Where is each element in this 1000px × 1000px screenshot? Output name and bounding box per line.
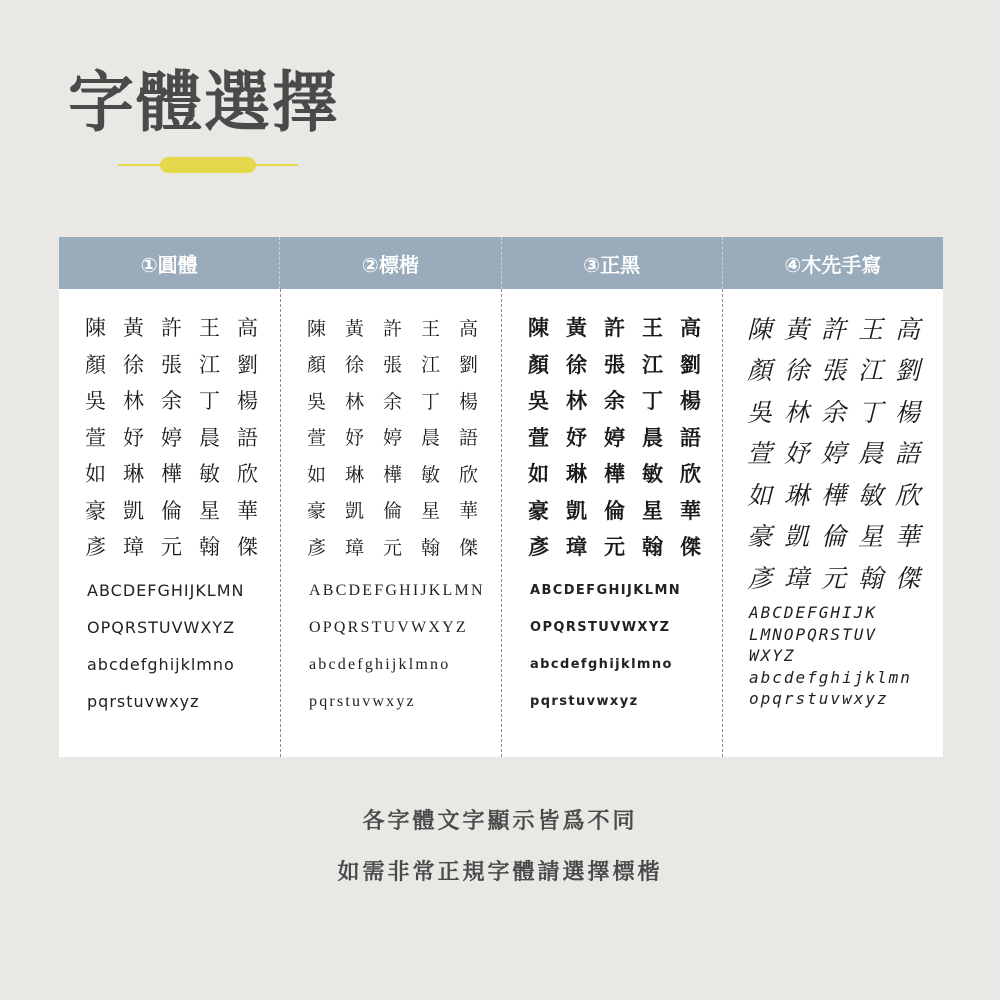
cjk-char: 丁 bbox=[858, 397, 884, 427]
cjk-char: 豪 bbox=[307, 500, 327, 523]
cjk-char: 江 bbox=[642, 352, 663, 377]
cjk-char: 黃 bbox=[566, 316, 587, 341]
cjk-char: 楊 bbox=[237, 389, 258, 414]
cjk-char: 語 bbox=[459, 427, 479, 450]
cjk-char: 彥 bbox=[528, 535, 549, 560]
cjk-char: 余 bbox=[821, 397, 847, 427]
cjk-char: 凱 bbox=[345, 500, 365, 523]
latin-sample bbox=[530, 572, 681, 720]
cjk-char: 樺 bbox=[161, 462, 182, 487]
latin-row: ABCDEFGHIJKLMN bbox=[309, 581, 485, 599]
cjk-char: 婷 bbox=[383, 427, 403, 450]
cjk-char: 徐 bbox=[784, 356, 810, 386]
cjk-char: 徐 bbox=[345, 354, 365, 377]
cjk-char: 語 bbox=[237, 425, 258, 450]
cjk-char: 元 bbox=[383, 536, 403, 559]
cjk-char: 傑 bbox=[237, 535, 258, 560]
cjk-char: 妤 bbox=[784, 439, 810, 469]
cjk-row bbox=[747, 473, 932, 515]
cjk-char: 元 bbox=[604, 535, 625, 560]
cjk-row bbox=[747, 307, 932, 349]
cjk-char: 余 bbox=[161, 389, 182, 414]
cjk-char: 林 bbox=[123, 389, 144, 414]
latin-row: WXYZ bbox=[749, 646, 796, 666]
cjk-char: 樺 bbox=[383, 463, 403, 486]
cjk-char: 華 bbox=[237, 498, 258, 523]
cjk-char: 元 bbox=[821, 563, 847, 593]
cjk-char: 高 bbox=[459, 317, 479, 340]
cjk-char: 楊 bbox=[680, 389, 701, 414]
latin-row: ABCDEFGHIJKLMN bbox=[530, 583, 682, 598]
cjk-row bbox=[307, 382, 497, 419]
cjk-char: 江 bbox=[858, 356, 884, 386]
cjk-char: 余 bbox=[383, 390, 403, 413]
cjk-char: 丁 bbox=[421, 390, 441, 413]
column-bold-black[interactable] bbox=[501, 289, 722, 757]
cjk-char: 如 bbox=[85, 462, 106, 487]
cjk-row bbox=[747, 515, 932, 557]
cjk-char: 晨 bbox=[421, 427, 441, 450]
cjk-row bbox=[528, 528, 718, 565]
latin-row: OPQRSTUVWXYZ bbox=[530, 620, 671, 635]
latin-row: pqrstuvwxyz bbox=[87, 692, 200, 711]
cjk-char: 如 bbox=[307, 463, 327, 486]
cjk-char: 張 bbox=[383, 354, 403, 377]
cjk-char: 琳 bbox=[123, 462, 144, 487]
cjk-char: 語 bbox=[680, 425, 701, 450]
cjk-row bbox=[85, 419, 275, 456]
cjk-char: 林 bbox=[784, 397, 810, 427]
cjk-char: 楊 bbox=[459, 390, 479, 413]
latin-sample bbox=[309, 572, 485, 720]
cjk-row bbox=[85, 528, 275, 565]
cjk-char: 黃 bbox=[123, 316, 144, 341]
cjk-char: 丁 bbox=[199, 389, 220, 414]
cjk-char: 高 bbox=[680, 316, 701, 341]
cjk-char: 妤 bbox=[345, 427, 365, 450]
latin-sample bbox=[87, 572, 245, 720]
cjk-char: 如 bbox=[528, 462, 549, 487]
cjk-row bbox=[85, 382, 275, 419]
note-line-1: 各字體文字顯示皆爲不同 bbox=[362, 809, 638, 834]
cjk-char: 璋 bbox=[123, 535, 144, 560]
header-bold-black[interactable]: ③正黑 bbox=[501, 237, 722, 289]
latin-row: pqrstuvwxyz bbox=[530, 694, 639, 709]
cjk-char: 劉 bbox=[459, 354, 479, 377]
cjk-char: 萱 bbox=[85, 425, 106, 450]
title-accent-pill bbox=[160, 157, 256, 173]
cjk-row bbox=[307, 492, 497, 529]
cjk-char: 顏 bbox=[528, 352, 549, 377]
header-rounded[interactable]: ①圓體 bbox=[140, 252, 198, 277]
cjk-char: 翰 bbox=[642, 535, 663, 560]
cjk-char: 倫 bbox=[161, 498, 182, 523]
cjk-row bbox=[528, 346, 718, 383]
cjk-char: 王 bbox=[421, 317, 441, 340]
cjk-row bbox=[747, 556, 932, 598]
cjk-row bbox=[528, 419, 718, 456]
cjk-char: 華 bbox=[680, 498, 701, 523]
cjk-row bbox=[307, 528, 497, 565]
cjk-char: 劉 bbox=[237, 352, 258, 377]
cjk-char: 彥 bbox=[307, 536, 327, 559]
latin-row: abcdefghijklmno bbox=[87, 655, 235, 674]
cjk-char: 張 bbox=[161, 352, 182, 377]
cjk-char: 吳 bbox=[307, 390, 327, 413]
cjk-char: 倫 bbox=[383, 500, 403, 523]
cjk-char: 傑 bbox=[895, 563, 921, 593]
cjk-char: 江 bbox=[199, 352, 220, 377]
cjk-char: 陳 bbox=[528, 316, 549, 341]
cjk-char: 余 bbox=[604, 389, 625, 414]
cjk-char: 王 bbox=[199, 316, 220, 341]
cjk-char: 顏 bbox=[307, 354, 327, 377]
cjk-char: 豪 bbox=[747, 522, 773, 552]
cjk-char: 婷 bbox=[821, 439, 847, 469]
cjk-char: 楊 bbox=[895, 397, 921, 427]
cjk-char: 彥 bbox=[85, 535, 106, 560]
cjk-sample bbox=[747, 307, 932, 598]
cjk-char: 江 bbox=[421, 354, 441, 377]
cjk-char: 欣 bbox=[459, 463, 479, 486]
cjk-char: 星 bbox=[858, 522, 884, 552]
cjk-char: 元 bbox=[161, 535, 182, 560]
cjk-char: 王 bbox=[858, 314, 884, 344]
cjk-char: 張 bbox=[821, 356, 847, 386]
cjk-char: 星 bbox=[199, 498, 220, 523]
table-header bbox=[59, 237, 943, 289]
cjk-char: 陳 bbox=[747, 314, 773, 344]
cjk-char: 黃 bbox=[784, 314, 810, 344]
cjk-char: 璋 bbox=[784, 563, 810, 593]
cjk-char: 敏 bbox=[642, 462, 663, 487]
cjk-char: 琳 bbox=[345, 463, 365, 486]
cjk-char: 敏 bbox=[858, 480, 884, 510]
cjk-char: 豪 bbox=[528, 498, 549, 523]
cjk-char: 丁 bbox=[642, 389, 663, 414]
cjk-char: 黃 bbox=[345, 317, 365, 340]
cjk-char: 徐 bbox=[123, 352, 144, 377]
cjk-row bbox=[307, 309, 497, 346]
latin-row: opqrstuvwxyz bbox=[749, 689, 889, 709]
header-kai[interactable]: ②標楷 bbox=[279, 237, 500, 289]
column-kai[interactable] bbox=[280, 289, 501, 757]
latin-row: pqrstuvwxyz bbox=[309, 692, 416, 710]
column-handwriting[interactable] bbox=[722, 289, 943, 757]
cjk-char: 顏 bbox=[85, 352, 106, 377]
cjk-char: 欣 bbox=[680, 462, 701, 487]
cjk-char: 妤 bbox=[123, 425, 144, 450]
header-handwriting[interactable]: ④木先手寫 bbox=[722, 237, 943, 289]
cjk-row bbox=[85, 346, 275, 383]
cjk-char: 徐 bbox=[566, 352, 587, 377]
latin-row: abcdefghijklmno bbox=[530, 657, 673, 672]
cjk-char: 張 bbox=[604, 352, 625, 377]
cjk-char: 許 bbox=[604, 316, 625, 341]
latin-row: abcdefghijklmn bbox=[749, 667, 912, 687]
cjk-char: 翰 bbox=[858, 563, 884, 593]
cjk-row bbox=[85, 492, 275, 529]
cjk-row bbox=[747, 390, 932, 432]
page-title: 字體選擇 bbox=[68, 64, 340, 141]
cjk-char: 晨 bbox=[858, 439, 884, 469]
cjk-char: 高 bbox=[895, 314, 921, 344]
cjk-row bbox=[307, 419, 497, 456]
cjk-char: 許 bbox=[161, 316, 182, 341]
cjk-row bbox=[85, 309, 275, 346]
cjk-char: 陳 bbox=[85, 316, 106, 341]
latin-sample bbox=[749, 602, 912, 710]
cjk-char: 凱 bbox=[123, 498, 144, 523]
cjk-row bbox=[307, 346, 497, 383]
cjk-row bbox=[528, 455, 718, 492]
cjk-sample bbox=[85, 309, 275, 565]
cjk-char: 傑 bbox=[459, 536, 479, 559]
cjk-char: 華 bbox=[895, 522, 921, 552]
cjk-char: 萱 bbox=[528, 425, 549, 450]
cjk-char: 凱 bbox=[566, 498, 587, 523]
latin-row: OPQRSTUVWXYZ bbox=[309, 618, 468, 636]
column-rounded[interactable] bbox=[59, 289, 280, 757]
cjk-char: 顏 bbox=[747, 356, 773, 386]
cjk-char: 璋 bbox=[566, 535, 587, 560]
cjk-row bbox=[747, 432, 932, 474]
font-columns bbox=[59, 289, 943, 757]
cjk-char: 萱 bbox=[307, 427, 327, 450]
cjk-sample bbox=[307, 309, 497, 565]
cjk-char: 許 bbox=[821, 314, 847, 344]
cjk-char: 倫 bbox=[604, 498, 625, 523]
cjk-char: 語 bbox=[895, 439, 921, 469]
cjk-char: 晨 bbox=[642, 425, 663, 450]
cjk-char: 欣 bbox=[895, 480, 921, 510]
cjk-char: 妤 bbox=[566, 425, 587, 450]
cjk-row bbox=[528, 309, 718, 346]
cjk-char: 翰 bbox=[421, 536, 441, 559]
cjk-char: 婷 bbox=[604, 425, 625, 450]
cjk-char: 劉 bbox=[895, 356, 921, 386]
cjk-char: 萱 bbox=[747, 439, 773, 469]
cjk-char: 星 bbox=[642, 498, 663, 523]
cjk-char: 華 bbox=[459, 500, 479, 523]
cjk-char: 琳 bbox=[566, 462, 587, 487]
cjk-char: 如 bbox=[747, 480, 773, 510]
cjk-char: 敏 bbox=[199, 462, 220, 487]
cjk-char: 陳 bbox=[307, 317, 327, 340]
cjk-row bbox=[307, 455, 497, 492]
cjk-char: 王 bbox=[642, 316, 663, 341]
cjk-char: 星 bbox=[421, 500, 441, 523]
cjk-row bbox=[85, 455, 275, 492]
latin-row: LMNOPQRSTUV bbox=[749, 624, 877, 644]
cjk-char: 吳 bbox=[747, 397, 773, 427]
cjk-row bbox=[747, 349, 932, 391]
cjk-sample bbox=[528, 309, 718, 565]
cjk-char: 敏 bbox=[421, 463, 441, 486]
cjk-row bbox=[528, 492, 718, 529]
font-comparison-table bbox=[59, 237, 943, 757]
cjk-char: 倫 bbox=[821, 522, 847, 552]
cjk-char: 吳 bbox=[85, 389, 106, 414]
latin-row: ABCDEFGHIJK bbox=[749, 603, 877, 623]
latin-row: OPQRSTUVWXYZ bbox=[87, 618, 236, 637]
latin-row: ABCDEFGHIJKLMN bbox=[87, 581, 245, 600]
cjk-char: 琳 bbox=[784, 480, 810, 510]
cjk-char: 彥 bbox=[747, 563, 773, 593]
cjk-row bbox=[528, 382, 718, 419]
cjk-char: 璋 bbox=[345, 536, 365, 559]
note-line-2: 如需非常正規字體請選擇標楷 bbox=[337, 860, 663, 885]
latin-row: abcdefghijklmno bbox=[309, 655, 451, 673]
cjk-char: 許 bbox=[383, 317, 403, 340]
cjk-char: 林 bbox=[345, 390, 365, 413]
cjk-char: 高 bbox=[237, 316, 258, 341]
cjk-char: 劉 bbox=[680, 352, 701, 377]
cjk-char: 傑 bbox=[680, 535, 701, 560]
cjk-char: 樺 bbox=[604, 462, 625, 487]
cjk-char: 欣 bbox=[237, 462, 258, 487]
cjk-char: 吳 bbox=[528, 389, 549, 414]
cjk-char: 豪 bbox=[85, 498, 106, 523]
cjk-char: 翰 bbox=[199, 535, 220, 560]
cjk-char: 樺 bbox=[821, 480, 847, 510]
cjk-char: 婷 bbox=[161, 425, 182, 450]
cjk-char: 晨 bbox=[199, 425, 220, 450]
cjk-char: 林 bbox=[566, 389, 587, 414]
cjk-char: 凱 bbox=[784, 522, 810, 552]
